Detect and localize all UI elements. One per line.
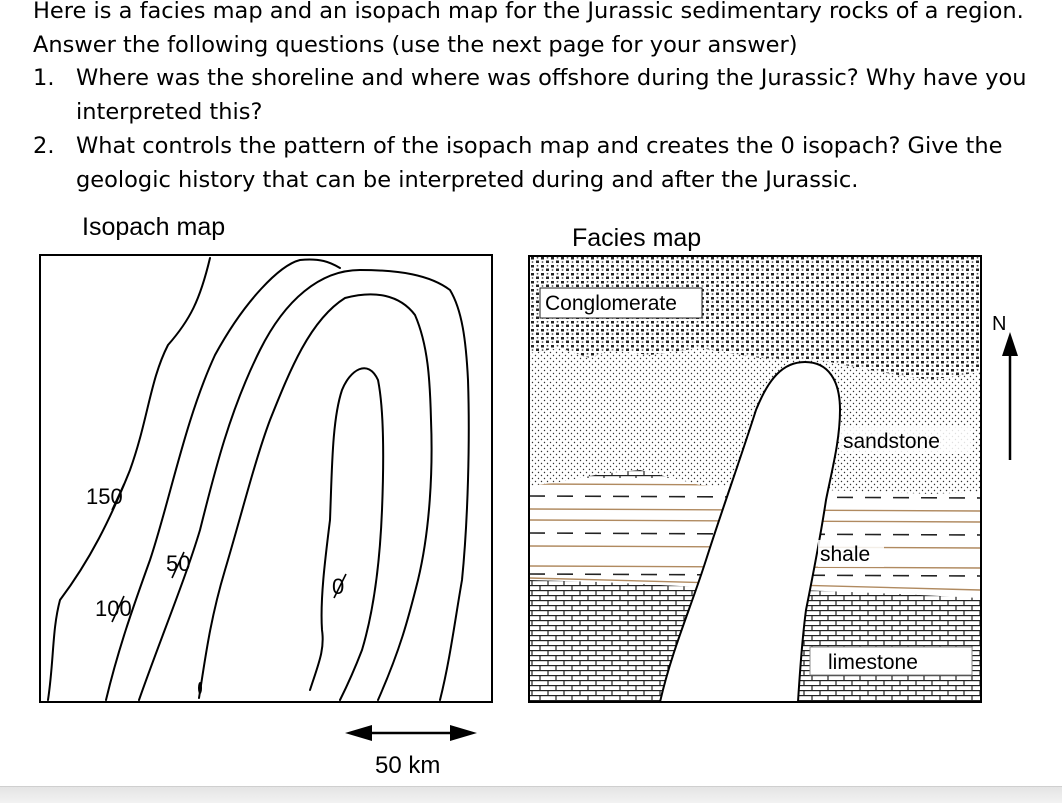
scale-label: 50 km [375,752,441,779]
scale-arrow-left-icon [345,725,372,741]
facies-map [529,256,1018,702]
question-number: 1. [33,65,55,91]
scale-arrow-right-icon [450,725,477,741]
question-number: 2. [33,133,55,159]
scale-bar [345,725,477,779]
facies-label-conglomerate-box [540,288,702,318]
facies-label-shale: shale [820,543,871,566]
window-bottom-bar [0,786,1062,803]
facies-label-sandstone: sandstone [843,430,940,453]
intro-text: Here is a facies map and an isopach map for the Jurassic sedimentary rocks of a region. Answer the following questions (use the next page for your answer) [33,0,1024,58]
isopach-map-frame [40,255,492,702]
facies-label-shale-box [818,540,884,567]
north-label: N [992,313,1007,335]
facies-label-conglomerate: Conglomerate [545,292,677,315]
contour-end-mark [198,682,202,694]
contour-label-150: 150 [86,484,123,509]
contour-label-100: 100 [95,596,132,621]
contour-label-50: 50 [166,551,191,576]
isopach-map-title: Isopach map [82,213,226,241]
facies-label-limestone: limestone [828,651,918,674]
contour-label-0: 0 [332,574,345,599]
question-text: What controls the pattern of the isopach map and creates the 0 isopach? Give the geologic history that can be interpreted during and after the Jurassic. [76,133,1003,193]
facies-map-title: Facies map [572,224,702,252]
question-text: Where was the shoreline and where was offshore during the Jurassic? Why have you interpreted this? [76,65,1027,125]
facies-label-limestone-box [810,647,972,675]
facies-label-sandstone-box [840,426,972,454]
isopach-map [40,255,492,779]
north-arrow [992,313,1018,460]
